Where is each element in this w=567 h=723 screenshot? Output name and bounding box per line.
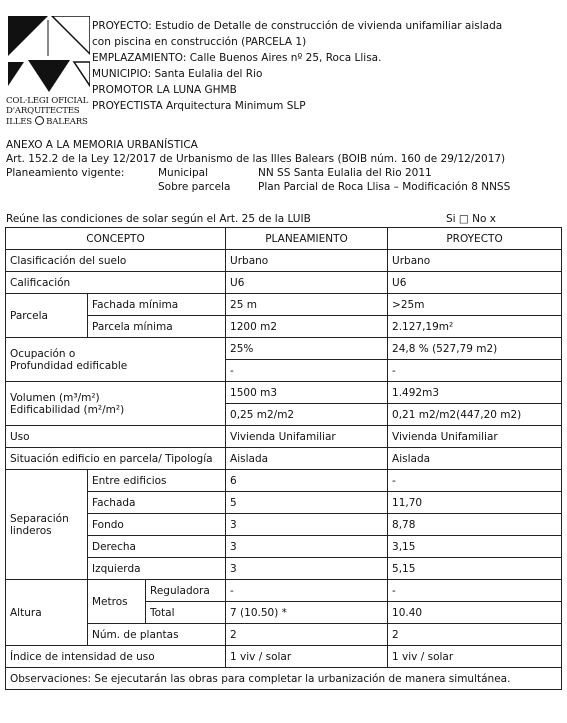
table-row: [6, 294, 562, 316]
plantas-label: Núm. de plantas: [88, 624, 226, 646]
sep-izquierda-label: Izquierda: [88, 558, 226, 580]
volumen-label: [6, 382, 226, 426]
table-row: [6, 558, 562, 580]
plantas-plan: 2: [226, 624, 388, 646]
sep-izquierda-plan: 3: [226, 558, 388, 580]
header-emplazamiento: EMPLAZAMIENTO: Calle Buenos Aires nº 25, Roca Llisa.: [92, 52, 382, 64]
total-proy: 10.40: [388, 602, 562, 624]
uso-label: Uso: [6, 426, 226, 448]
table-row: [6, 514, 562, 536]
coaib-logo: [6, 6, 94, 140]
logo-line-4: BALEARS: [46, 117, 88, 127]
edificabilidad-plan: 0,25 m2/m2: [226, 404, 388, 426]
volumen-label-2: Edificabilidad (m²/m²): [10, 403, 125, 416]
volumen-plan: 1500 m3: [226, 382, 388, 404]
volumen-label-1: Volumen (m³/m²): [10, 391, 100, 404]
altura-label: Altura: [6, 580, 88, 646]
sep-fondo-proy: 8,78: [388, 514, 562, 536]
table-row: [6, 272, 562, 294]
indice-plan: 1 viv / solar: [226, 646, 388, 668]
table-row: [6, 470, 562, 492]
table-row: [6, 338, 562, 360]
table-row: [6, 536, 562, 558]
annex-title: ANEXO A LA MEMORIA URBANÍSTICA: [6, 139, 198, 151]
ocupacion-label: [6, 338, 226, 382]
fachada-minima-plan: 25 m: [226, 294, 388, 316]
ocupacion-proy: 24,8 % (527,79 m2): [388, 338, 562, 360]
conditions-text: Reúne las condiciones de solar según el Art. 25 de la LUIB: [6, 213, 311, 225]
conditions-row: [6, 212, 562, 226]
table-row: [6, 448, 562, 470]
sep-derecha-proy: 3,15: [388, 536, 562, 558]
observaciones: Observaciones: Se ejecutarán las obras para completar la urbanización de manera simultánea.: [6, 668, 562, 690]
document-header: [6, 6, 562, 140]
profundidad-proy: -: [388, 360, 562, 382]
situacion-label: Situación edificio en parcela/ Tipología: [6, 448, 226, 470]
profundidad-plan: -: [226, 360, 388, 382]
header-proyecto: PROYECTO: Estudio de Detalle de construcción de vivienda unifamiliar aislada: [92, 20, 503, 32]
sobre-parcela-label: Sobre parcela: [158, 181, 231, 193]
sep-fondo-plan: 3: [226, 514, 388, 536]
sobre-parcela-value: Plan Parcial de Roca Llisa – Modificación 8 NNSS: [258, 181, 511, 193]
table-row: [6, 580, 562, 602]
ocupacion-label-1: Ocupación o: [10, 347, 76, 360]
annex-section: [6, 138, 562, 194]
municipal-value: NN SS Santa Eulalia del Rio 2011: [258, 167, 432, 179]
metros-label: Metros: [88, 580, 146, 624]
reguladora-label: Reguladora: [146, 580, 226, 602]
ocupacion-plan: 25%: [226, 338, 388, 360]
sep-derecha-plan: 3: [226, 536, 388, 558]
table-row: [6, 250, 562, 272]
header-concepto: CONCEPTO: [6, 228, 226, 250]
header-promotor: PROMOTOR LA LUNA GHMB: [92, 84, 237, 96]
separacion-label: [6, 470, 88, 580]
uso-proy: Vivienda Unifamiliar: [388, 426, 562, 448]
volumen-proy: 1.492m3: [388, 382, 562, 404]
entre-edificios-label: Entre edificios: [88, 470, 226, 492]
sobre-parcela-row: [6, 180, 562, 194]
table-header-row: [6, 228, 562, 250]
parcela-label: Parcela: [6, 294, 88, 338]
sep-fondo-label: Fondo: [88, 514, 226, 536]
annex-law: Art. 152.2 de la Ley 12/2017 de Urbanismo de las Illes Balears (BOIB núm. 160 de 29/12/2017): [6, 153, 506, 165]
planeamiento-row: [6, 166, 562, 180]
plantas-proy: 2: [388, 624, 562, 646]
header-municipio: MUNICIPIO: Santa Eulalia del Rio: [92, 68, 263, 80]
indice-proy: 1 viv / solar: [388, 646, 562, 668]
table-row: [6, 668, 562, 690]
fachada-minima-proy: >25m: [388, 294, 562, 316]
clasificacion-label: Clasificación del suelo: [6, 250, 226, 272]
table-row: [6, 646, 562, 668]
table-row: [6, 492, 562, 514]
municipal-label: Municipal: [158, 167, 208, 179]
conditions-options: Si □ No x: [446, 213, 497, 225]
table-row: [6, 382, 562, 404]
urban-parameters-table: [5, 227, 562, 690]
sep-fachada-proy: 11,70: [388, 492, 562, 514]
logo-line-2: D'ARQUITECTES: [6, 106, 80, 116]
sep-fachada-label: Fachada: [88, 492, 226, 514]
planeamiento-label: Planeamiento vigente:: [6, 167, 125, 179]
parcela-minima-label: Parcela mínima: [88, 316, 226, 338]
clasificacion-proy: Urbano: [388, 250, 562, 272]
sep-fachada-plan: 5: [226, 492, 388, 514]
calificacion-label: Calificación: [6, 272, 226, 294]
ocupacion-label-2: Profundidad edificable: [10, 359, 128, 372]
sep-derecha-label: Derecha: [88, 536, 226, 558]
seal-icon: [35, 116, 44, 125]
header-proyecto: PROYECTO: [388, 228, 562, 250]
entre-edificios-proy: -: [388, 470, 562, 492]
situacion-proy: Aislada: [388, 448, 562, 470]
logo-line-3: ILLES: [6, 117, 32, 127]
table-row: [6, 426, 562, 448]
parcela-minima-plan: 1200 m2: [226, 316, 388, 338]
reguladora-proy: -: [388, 580, 562, 602]
separacion-label-2: linderos: [10, 524, 52, 537]
header-proyecto-cont: con piscina en construcción (PARCELA 1): [92, 36, 307, 48]
total-label: Total: [146, 602, 226, 624]
clasificacion-plan: Urbano: [226, 250, 388, 272]
parcela-minima-proy: 2.127,19m²: [388, 316, 562, 338]
uso-plan: Vivienda Unifamiliar: [226, 426, 388, 448]
edificabilidad-proy: 0,21 m2/m2(447,20 m2): [388, 404, 562, 426]
situacion-plan: Aislada: [226, 448, 388, 470]
total-plan: 7 (10.50) *: [226, 602, 388, 624]
coaib-logo-icon: [8, 16, 90, 94]
sep-izquierda-proy: 5,15: [388, 558, 562, 580]
reguladora-plan: -: [226, 580, 388, 602]
calificacion-plan: U6: [226, 272, 388, 294]
header-proyectista: PROYECTISTA Arquitectura Minimum SLP: [92, 100, 306, 112]
calificacion-proy: U6: [388, 272, 562, 294]
fachada-minima-label: Fachada mínima: [88, 294, 226, 316]
header-planeamiento: PLANEAMIENTO: [226, 228, 388, 250]
entre-edificios-plan: 6: [226, 470, 388, 492]
table-row: [6, 624, 562, 646]
logo-line-1: COL·LEGI OFICIAL: [6, 96, 89, 106]
table-row: [6, 316, 562, 338]
indice-label: Índice de intensidad de uso: [6, 646, 226, 668]
separacion-label-1: Separación: [10, 512, 69, 525]
